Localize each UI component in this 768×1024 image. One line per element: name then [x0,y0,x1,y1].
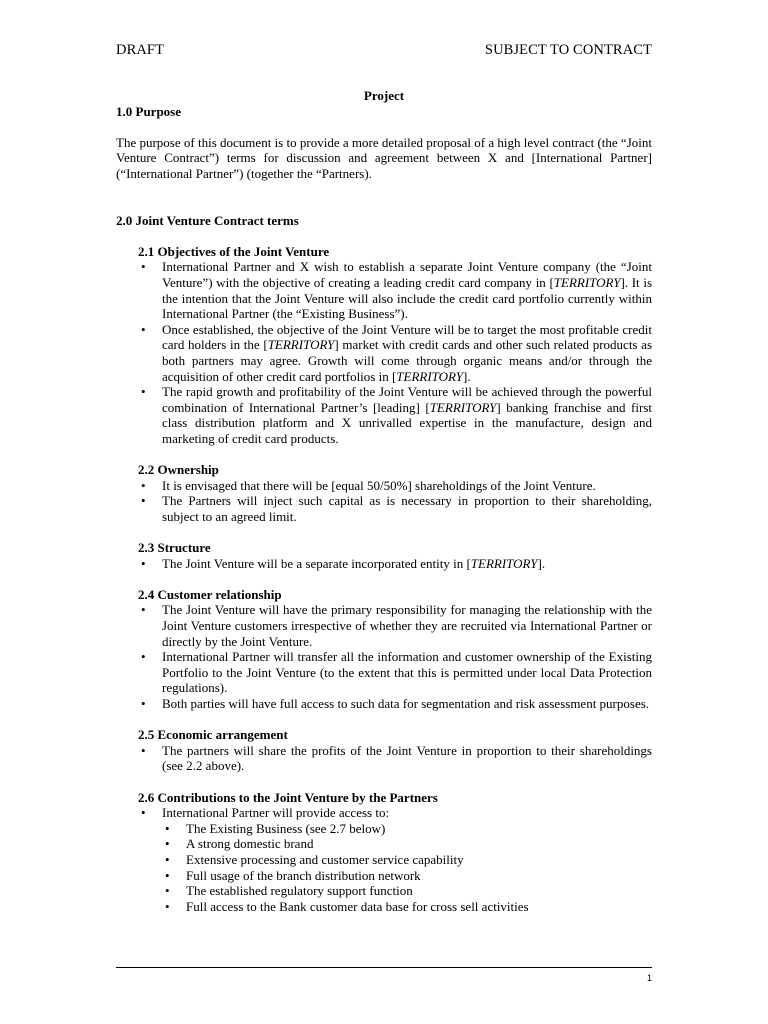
purpose-paragraph: The purpose of this document is to provide a more detailed proposal of a high level contract (the “Joint Venture Contract”) terms for discussion and agreement between X and [International Partner] (“International Partner”) (together the “Partners). [116,134,652,181]
section-2-5-heading: 2.5 Economic arrangement [138,727,288,743]
list-item: • Full access to the Bank customer data base for cross sell activities [162,899,652,915]
list-item: • The partners will share the profits of the Joint Venture in proportion to their shareholdings (see 2.2 above). [138,743,652,774]
economic-arrangement-list [138,743,652,774]
section-2-3-heading: 2.3 Structure [138,540,211,556]
section-2-4-heading: 2.4 Customer relationship [138,586,282,602]
header-draft: DRAFT [116,42,165,58]
list-item: • The Existing Business (see 2.7 below) [162,821,652,837]
contributions-list [138,805,652,821]
document-title: Project [363,88,405,103]
section-2-1-heading: 2.1 Objectives of the Joint Venture [138,243,330,259]
list-item: • The established regulatory support function [162,883,652,899]
list-item: • The Joint Venture will be a separate incorporated entity in [TERRITORY]. [138,556,652,572]
list-item: • A strong domestic brand [162,836,652,852]
footer-rule [116,967,652,968]
objectives-list [138,259,652,446]
list-item: • Both parties will have full access to such data for segmentation and risk assessment purposes. [138,696,652,712]
list-item: • The Joint Venture will have the primary responsibility for managing the relationship with the Joint Venture customers irrespective of whether they are recruited via International Partner or directly by the Joint Venture. [138,602,652,649]
header-subject-to-contract: SUBJECT TO CONTRACT [484,42,652,58]
section-2-2-heading: 2.2 Ownership [138,462,219,478]
page-number: 1 [646,973,652,983]
section-2-6-heading: 2.6 Contributions to the Joint Venture by the Partners [138,789,438,805]
list-item: • International Partner will provide access to: [138,805,652,821]
list-item: • The rapid growth and profitability of the Joint Venture will be achieved through the powerful combination of International Partner’s [leading] [TERRITORY] banking franchise and first class distribution platform and X unrivalled expertise in the manufacture, design and marketing of credit card products. [138,384,652,446]
list-item: • International Partner will transfer all the information and customer ownership of the Existing Portfolio to the Joint Venture (to the extent that this is permitted under local Data Protection regulations). [138,649,652,696]
document-body [116,88,652,914]
list-item: • Extensive processing and customer service capability [162,852,652,868]
section-2-heading: 2.0 Joint Venture Contract terms [116,212,299,228]
list-item: • International Partner and X wish to establish a separate Joint Venture company (the “Joint Venture”) with the objective of creating a leading credit card company in [TERRITORY]. It is the intention that the Joint Venture will also include the credit card portfolio currently within International Partner (the “Existing Business”). [138,259,652,321]
ownership-list [138,478,652,525]
structure-list [138,556,652,572]
list-item: • Full usage of the branch distribution network [162,868,652,884]
customer-relationship-list [138,602,652,711]
contributions-sublist [162,821,652,915]
list-item: • The Partners will inject such capital as is necessary in proportion to their shareholding, subject to an agreed limit. [138,493,652,524]
list-item: • Once established, the objective of the Joint Venture will be to target the most profitable credit card holders in the [TERRITORY] market with credit cards and other such related products as both partners may agree. Growth will come through organic means and/or through the acquisition of other credit card portfolios in [TERRITORY]. [138,322,652,384]
list-item: • It is envisaged that there will be [equal 50/50%] shareholdings of the Joint Venture. [138,478,652,494]
section-1-heading: 1.0 Purpose [116,103,181,119]
